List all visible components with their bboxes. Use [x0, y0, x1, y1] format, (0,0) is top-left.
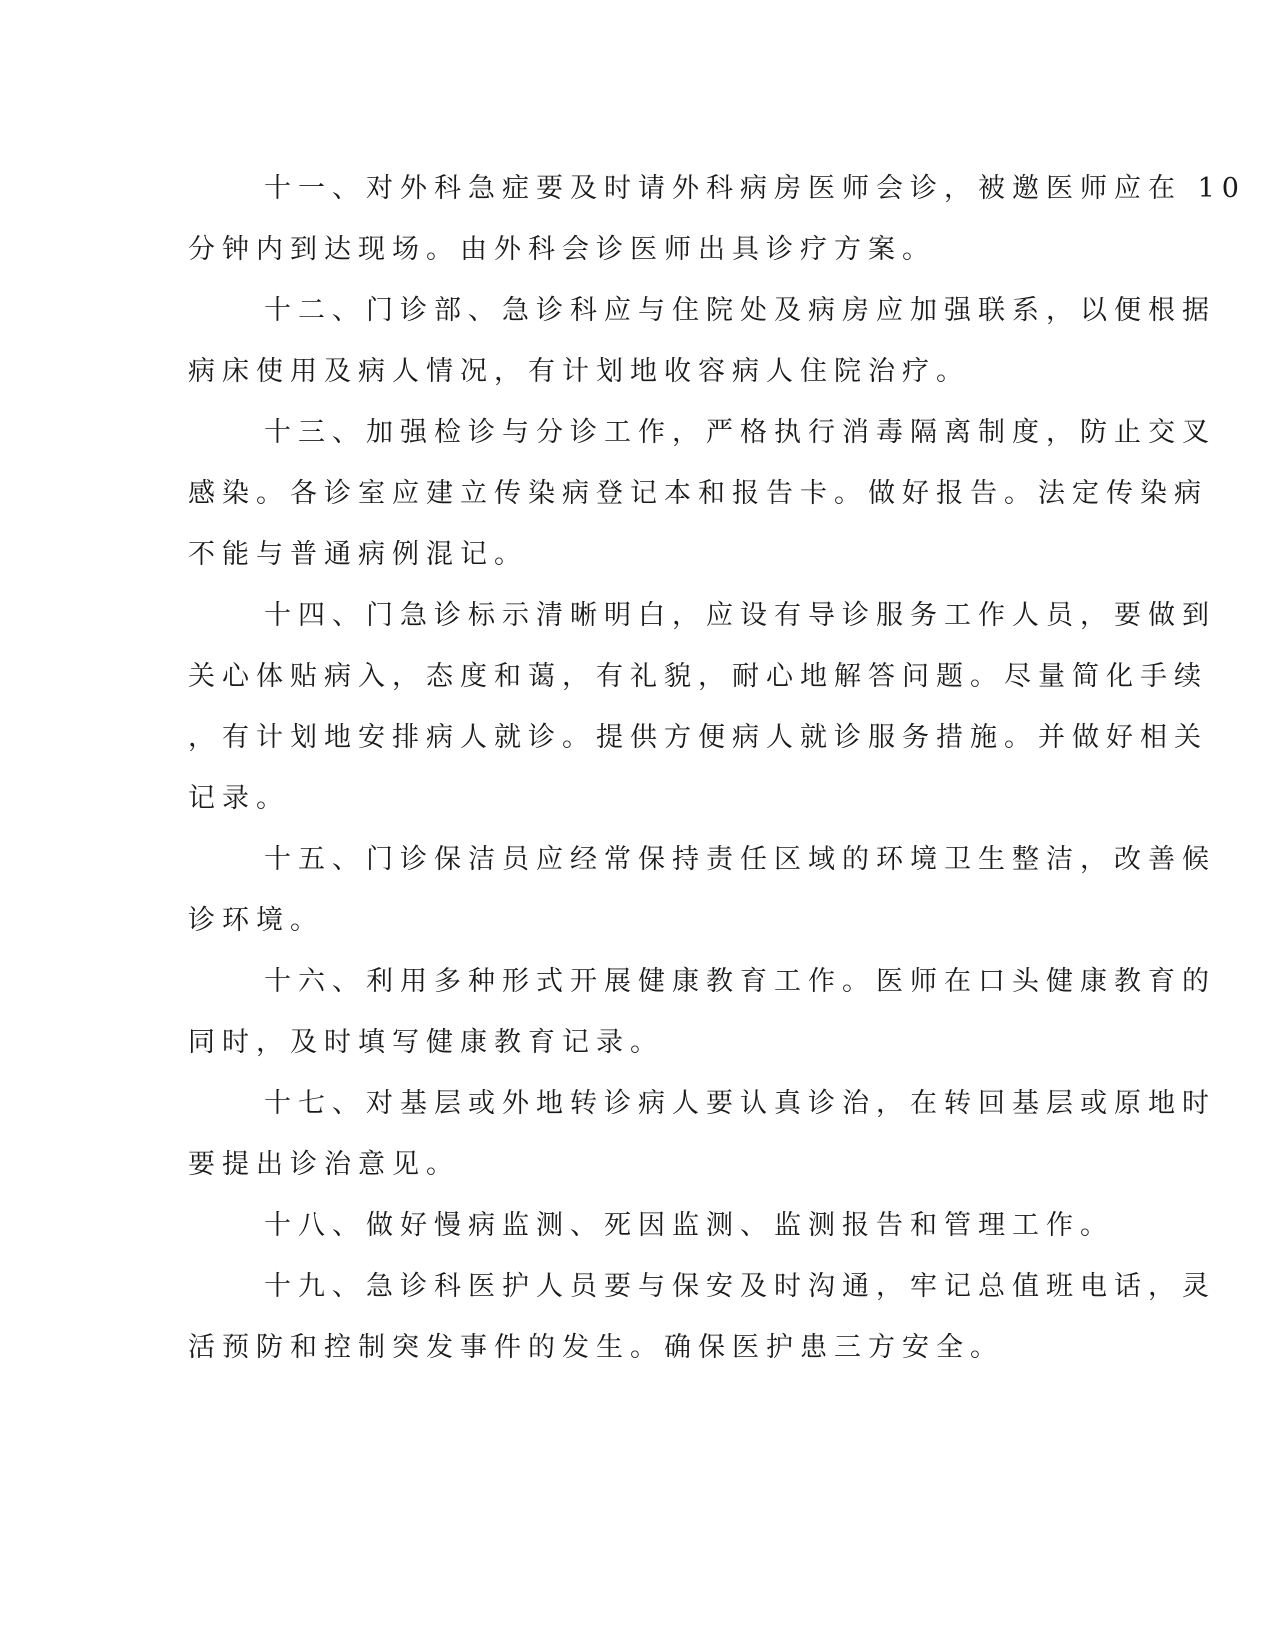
paragraph-line: 十一、对外科急症要及时请外科病房医师会诊，被邀医师应在 10: [264, 173, 1246, 204]
paragraph-line: 关心体贴病入，态度和蔼，有礼貌，耐心地解答问题。尽量简化手续: [188, 661, 1208, 692]
paragraph-line: 十八、做好慢病监测、死因监测、监测报告和管理工作。: [264, 1210, 1114, 1241]
paragraph-18: [188, 1195, 1114, 1256]
paragraph-12: [188, 280, 1216, 402]
paragraph-19: [188, 1256, 1216, 1378]
paragraph-line: 活预防和控制突发事件的发生。确保医护患三方安全。: [188, 1332, 1004, 1363]
paragraph-line: 诊环境。: [188, 905, 324, 936]
paragraph-line: 病床使用及病人情况，有计划地收容病人住院治疗。: [188, 356, 970, 387]
paragraph-line: 记录。: [188, 783, 290, 814]
paragraph-line: ，有计划地安排病人就诊。提供方便病人就诊服务措施。并做好相关: [188, 722, 1208, 753]
paragraph-17: [188, 1073, 1216, 1195]
paragraph-line: 十四、门急诊标示清晰明白，应设有导诊服务工作人员，要做到: [264, 600, 1216, 631]
paragraph-line: 十七、对基层或外地转诊病人要认真诊治，在转回基层或原地时: [264, 1088, 1216, 1119]
paragraph-16: [188, 951, 1216, 1073]
paragraph-line: 不能与普通病例混记。: [188, 539, 528, 570]
paragraph-11: [188, 158, 1246, 280]
paragraph-line: 十二、门诊部、急诊科应与住院处及病房应加强联系，以便根据: [264, 295, 1216, 326]
paragraph-14: [188, 585, 1216, 829]
paragraph-line: 要提出诊治意见。: [188, 1149, 460, 1180]
paragraph-line: 十三、加强检诊与分诊工作，严格执行消毒隔离制度，防止交叉: [264, 417, 1216, 448]
paragraph-15: [188, 829, 1216, 951]
paragraph-line: 十九、急诊科医护人员要与保安及时沟通，牢记总值班电话，灵: [264, 1271, 1216, 1302]
paragraph-line: 十五、门诊保洁员应经常保持责任区域的环境卫生整洁，改善候: [264, 844, 1216, 875]
paragraph-line: 同时，及时填写健康教育记录。: [188, 1027, 664, 1058]
paragraph-13: [188, 402, 1216, 585]
paragraph-line: 十六、利用多种形式开展健康教育工作。医师在口头健康教育的: [264, 966, 1216, 997]
paragraph-line: 分钟内到达现场。由外科会诊医师出具诊疗方案。: [188, 234, 936, 265]
document-body: [188, 158, 1246, 1378]
paragraph-line: 感染。各诊室应建立传染病登记本和报告卡。做好报告。法定传染病: [188, 478, 1208, 509]
